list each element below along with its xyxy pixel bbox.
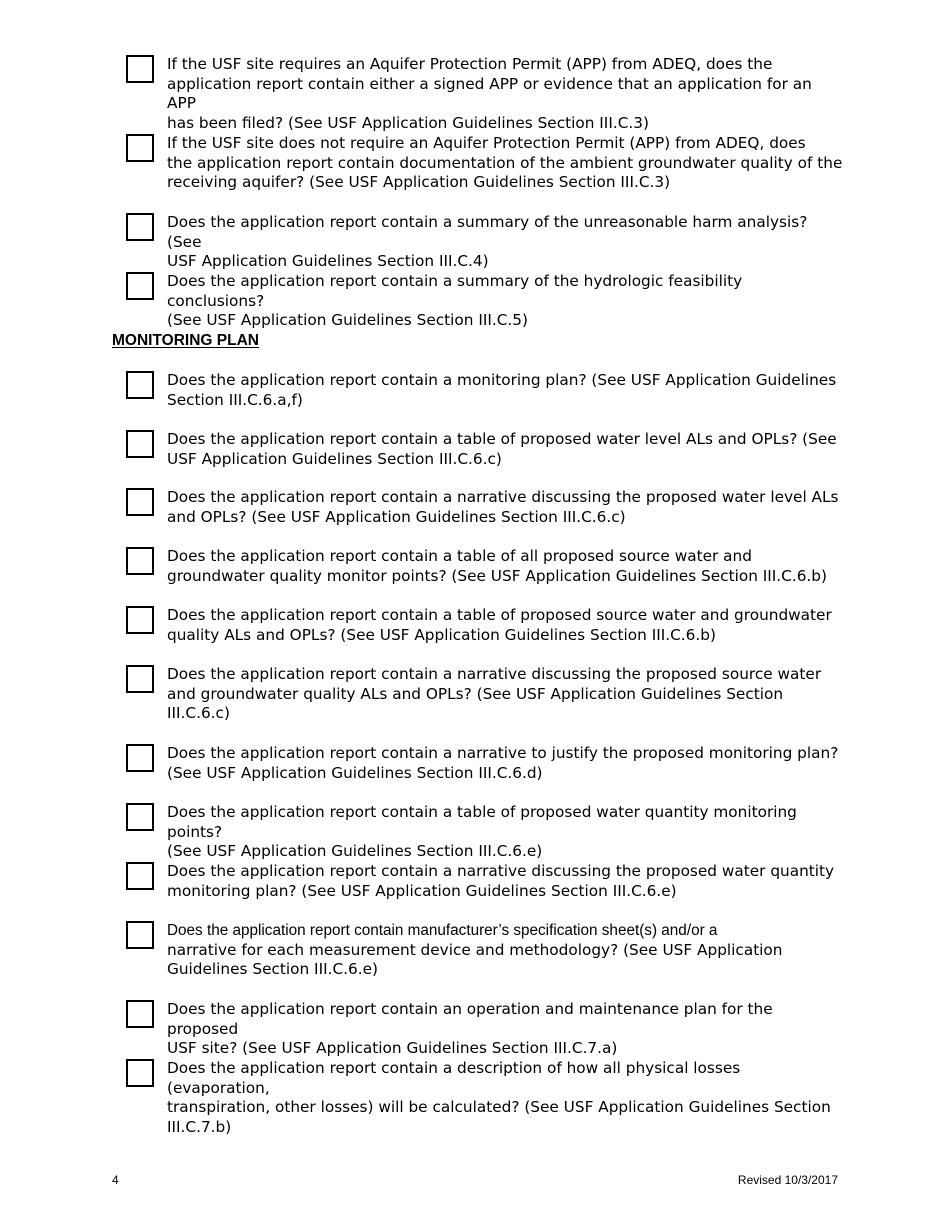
item-text-line: Does the application report contain a table of proposed source water and groundwater: [167, 606, 832, 624]
item-text-line: USF Application Guidelines Section III.C.6.c): [167, 449, 502, 468]
item-text-line: Does the application report contain an operation and maintenance plan for the proposed: [167, 1000, 773, 1038]
item-text-line: Does the application report contain a table of all proposed source water and: [167, 547, 752, 565]
item-text-line: the application report contain documentation of the ambient groundwater quality of the: [167, 153, 843, 172]
checkbox[interactable]: [126, 272, 154, 300]
item-text-line: Does the application report contain a table of proposed water level ALs and OPLs? (See: [167, 430, 837, 448]
checkbox[interactable]: [126, 371, 154, 399]
item-text-line: USF site? (See USF Application Guidelines Section III.C.7.a): [167, 1039, 618, 1058]
item-text-line: has been filed? (See USF Application Guidelines Section III.C.3): [167, 114, 649, 133]
item-text-line: (See USF Application Guidelines Section III.C.6.e): [167, 842, 543, 861]
item-text-line: transpiration, other losses) will be calculated? (See USF Application Guidelines Section: [167, 1098, 831, 1117]
item-text-line: Does the application report contain a summary of the hydrologic feasibility conclusions?: [167, 272, 743, 310]
checkbox[interactable]: [126, 744, 154, 772]
item-text: [167, 1000, 843, 1059]
item-text-line: Does the application report contain a narrative discussing the proposed water quantity: [167, 862, 835, 880]
item-text-line: receiving aquifer? (See USF Application Guidelines Section III.C.3): [167, 173, 671, 192]
item-text-line: (See USF Application Guidelines Section III.C.6.d): [167, 763, 543, 782]
item-text: [167, 547, 843, 586]
section-heading-monitoring-plan: MONITORING PLAN: [112, 332, 259, 349]
item-text-line: USF Application Guidelines Section III.C.4): [167, 252, 489, 271]
checkbox[interactable]: [126, 1000, 154, 1028]
item-text: [167, 665, 843, 724]
checkbox[interactable]: [126, 488, 154, 516]
item-text-line: narrative for each measurement device and methodology? (See USF Application: [167, 940, 783, 959]
item-text-line: III.C.6.c): [167, 704, 230, 723]
checkbox[interactable]: [126, 1059, 154, 1087]
item-text-line: Does the application report contain a table of proposed water quantity monitoring points?: [167, 803, 797, 841]
checkbox[interactable]: [126, 547, 154, 575]
item-text: [167, 430, 843, 469]
page-number: 4: [112, 1173, 119, 1187]
item-text-line: Does the application report contain a narrative to justify the proposed monitoring plan?: [167, 744, 839, 762]
item-text: [167, 272, 843, 331]
item-text: [167, 744, 843, 783]
item-text-line: Does the application report contain a summary of the unreasonable harm analysis? (See: [167, 213, 808, 251]
item-text: [167, 134, 843, 193]
item-text-line: monitoring plan? (See USF Application Guidelines Section III.C.6.e): [167, 881, 677, 900]
item-text-line: Does the application report contain a narrative discussing the proposed water level ALs: [167, 488, 839, 506]
checkbox[interactable]: [126, 606, 154, 634]
item-text-line: Does the application report contain manufacturer’s specification sheet(s) and/or a: [167, 922, 718, 939]
item-text: [167, 1059, 843, 1138]
item-text: [167, 55, 843, 134]
item-text: [167, 606, 843, 645]
checkbox[interactable]: [126, 803, 154, 831]
item-text-line: quality ALs and OPLs? (See USF Application Guidelines Section III.C.6.b): [167, 625, 716, 644]
item-text-line: Does the application report contain a narrative discussing the proposed source water: [167, 665, 822, 683]
item-text-line: groundwater quality monitor points? (See USF Application Guidelines Section III.C.6.b): [167, 566, 827, 585]
checkbox[interactable]: [126, 862, 154, 890]
item-text-line: Guidelines Section III.C.6.e): [167, 960, 378, 979]
item-text-line: If the USF site requires an Aquifer Protection Permit (APP) from ADEQ, does the: [167, 55, 773, 73]
item-text-line: III.C.7.b): [167, 1118, 232, 1137]
item-text-line: (See USF Application Guidelines Section III.C.5): [167, 311, 528, 330]
checkbox[interactable]: [126, 134, 154, 162]
item-text: [167, 371, 843, 410]
checkbox[interactable]: [126, 665, 154, 693]
item-text: [167, 803, 843, 862]
item-text-line: Does the application report contain a description of how all physical losses (evaporation,: [167, 1059, 741, 1097]
item-text: [167, 862, 843, 901]
checkbox[interactable]: [126, 213, 154, 241]
item-text: [167, 921, 843, 980]
checkbox[interactable]: [126, 55, 154, 83]
item-text: [167, 488, 843, 527]
item-text-line: and groundwater quality ALs and OPLs? (See USF Application Guidelines Section: [167, 684, 784, 703]
item-text-line: Section III.C.6.a,f): [167, 390, 303, 409]
checkbox[interactable]: [126, 921, 154, 949]
item-text: [167, 213, 843, 272]
item-text-line: application report contain either a signed APP or evidence that an application for an APP: [167, 74, 812, 113]
revision-date: Revised 10/3/2017: [737, 1173, 838, 1187]
checkbox[interactable]: [126, 430, 154, 458]
item-text-line: If the USF site does not require an Aquifer Protection Permit (APP) from ADEQ, does: [167, 134, 806, 152]
item-text-line: Does the application report contain a monitoring plan? (See USF Application Guidelines: [167, 371, 837, 389]
item-text-line: and OPLs? (See USF Application Guidelines Section III.C.6.c): [167, 507, 626, 526]
